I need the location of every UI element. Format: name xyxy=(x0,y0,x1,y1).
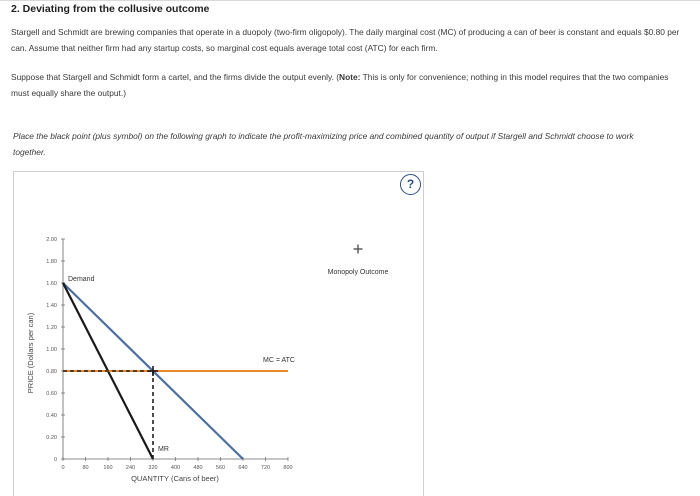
x-tick-label: 800 xyxy=(283,465,293,471)
x-tick-label: 320 xyxy=(148,465,158,471)
note-text: This is only for convenience; nothing in this model requires that the two companies must equally share the output.) xyxy=(11,72,669,98)
y-tick-label: 1.40 xyxy=(46,303,57,310)
legend xyxy=(328,245,389,277)
y-tick-label: 0 xyxy=(53,457,57,464)
y-tick-label: 0.60 xyxy=(46,391,57,398)
note-prefix: Suppose that Stargell and Schmidt form a cartel, and the firms divide the output evenly. ( xyxy=(11,72,340,82)
graph-instruction: Place the black point (plus symbol) on the following graph to indicate the profit-maximizing price and combined quantity of output if Stargell and Schmidt choose to work together. xyxy=(13,131,634,157)
x-tick-label: 480 xyxy=(193,465,203,471)
mc-atc-label: MC = ATC xyxy=(263,357,295,364)
x-tick-label: 80 xyxy=(82,465,89,471)
x-tick-label: 720 xyxy=(260,465,271,471)
curves xyxy=(63,276,295,459)
y-tick-label: 0.80 xyxy=(46,369,57,376)
mr-label: MR xyxy=(158,446,169,453)
question-title: 2. Deviating from the collusive outcome xyxy=(11,3,210,15)
tick-labels xyxy=(46,237,292,471)
y-tick-label: 0.20 xyxy=(46,435,57,442)
x-tick-label: 640 xyxy=(238,465,248,471)
x-tick-label: 160 xyxy=(103,465,113,471)
drop-lines xyxy=(63,371,153,459)
x-tick-label: 240 xyxy=(125,465,136,471)
x-tick-label: 560 xyxy=(215,465,226,471)
legend-label: Monopoly Outcome xyxy=(327,269,389,276)
y-tick-label: 1.60 xyxy=(46,281,57,288)
y-tick-label: 2.00 xyxy=(46,237,57,244)
y-tick-label: 1.00 xyxy=(46,347,57,354)
x-axis-label: QUANTITY (Cans of beer) xyxy=(131,474,219,483)
y-tick-label: 0.40 xyxy=(46,413,57,420)
y-tick-label: 1.20 xyxy=(46,325,57,332)
demand-label: Demand xyxy=(68,276,95,283)
x-tick-label: 400 xyxy=(170,465,181,471)
question-paragraph-1: Stargell and Schmidt are brewing companies that operate in a duopoly (two-firm oligopoly). The daily marginal cost (MC) of producing a can of beer is constant and equals $0.80 per can. Assume that neither firm had any startup costs, so marginal cost equals average total cost (ATC) for each firm. xyxy=(11,27,680,53)
x-tick-label: 0 xyxy=(61,465,65,471)
y-axis-label: PRICE (Dollars per can) xyxy=(26,312,35,394)
help-icon[interactable]: ? xyxy=(400,174,421,195)
y-tick-label: 1.80 xyxy=(46,259,57,266)
tick-marks xyxy=(61,239,288,461)
note-label: Note: xyxy=(339,72,361,82)
